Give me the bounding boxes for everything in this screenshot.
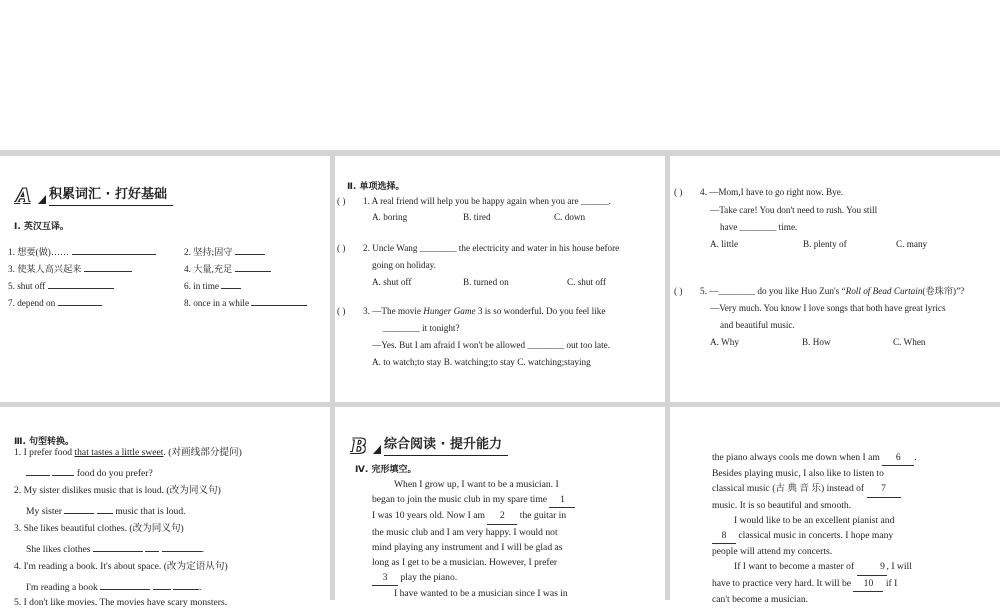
blank-9: 9 — [857, 559, 887, 575]
cloze-line: I have wanted to be a musician since I was in — [394, 588, 568, 600]
q3-stem: 3. —The movie Hunger Game 3 is so wonderful. Do you feel like — [363, 306, 606, 316]
part1-heading: Ⅰ. 英汉互译。 — [14, 222, 69, 232]
sentence-4-answer: I'm reading a book . — [26, 582, 202, 593]
cloze-line: I was 10 years old. Now I am 2 the guitar in — [372, 508, 610, 524]
q1-stem: 1. A real friend will help you be happy again when you are ______. — [363, 196, 611, 206]
q1-option-b: B. tired — [463, 212, 491, 222]
cloze-line: mind playing any instrument and I will be glad as — [372, 541, 563, 553]
cloze-line: the piano always cools me down when I am 6 . — [712, 450, 950, 466]
q3-stem-reply: —Yes. But I am afraid I won't be allowed ________ out too late. — [372, 340, 611, 350]
cloze-line: the music club and I am very happy. I would not — [372, 526, 558, 538]
part3-heading: Ⅲ. 句型转换。 — [14, 437, 75, 447]
q5-stem: 5. —________ do you like Huo Zun's “Roll of Bead Curtain(卷珠帘)”? — [700, 286, 965, 296]
q4-bracket: ( ) — [674, 187, 683, 197]
blank-3: 3 — [372, 570, 398, 586]
section-a-triangle-icon — [38, 195, 46, 204]
vocab-item: 6. in time — [184, 279, 241, 292]
cloze-line: classical music (古 典 音 乐) instead of 7 — [712, 481, 950, 497]
blank-8: 8 — [712, 528, 736, 544]
panel-multiple-choice-cont — [670, 156, 1000, 402]
sentence-2: 2. My sister dislikes music that is loud. (改为同义句) — [14, 485, 221, 496]
panel-multiple-choice — [335, 156, 665, 402]
q4-stem-cont: —Take care! You don't need to rush. You still — [710, 205, 878, 215]
part4-heading: Ⅳ. 完形填空。 — [355, 465, 417, 475]
cloze-passage-cont — [712, 450, 950, 607]
sentence-2-answer: My sister music that is loud. — [26, 506, 186, 517]
section-b-title: 综合阅读 · 提升能力 — [384, 437, 508, 456]
vocab-item: 8. once in a while — [184, 296, 307, 309]
q5-option-b: B. How — [802, 337, 831, 347]
cloze-passage — [372, 477, 610, 602]
blank-10: 10 — [853, 576, 883, 592]
cloze-line: When I grow up, I want to be a musician. I — [394, 479, 559, 490]
q4-option-b: B. plenty of — [803, 239, 847, 249]
blank-2: 2 — [487, 508, 517, 524]
panel-cloze-reading-cont — [670, 407, 1000, 605]
q5-stem-end: and beautiful music. — [720, 320, 795, 330]
cloze-line: 8 classical music in concerts. I hope many — [712, 528, 950, 544]
cloze-line: I would like to be an excellent pianist and — [734, 514, 895, 526]
cloze-line: began to join the music club in my spare time 1 — [372, 492, 610, 508]
cloze-line: Besides playing music, I also like to listen to — [712, 468, 884, 480]
vocab-item: 1. 想要(做)…… — [8, 245, 156, 258]
q1-bracket: ( ) — [337, 196, 346, 206]
cloze-line: can't become a musician. — [712, 593, 809, 605]
q4-stem-end: have ________ time. — [720, 222, 798, 232]
part2-heading: Ⅱ. 单项选择。 — [347, 182, 405, 192]
sentence-5: 5. I don't like movies. The movies have scary monsters. — [14, 597, 228, 608]
q2-option-b: B. turned on — [463, 277, 509, 287]
cloze-line: long as I get to be a musician. However, I prefer — [372, 557, 558, 569]
q3-options: A. to watch;to stay B. watching;to stay C. watching;staying — [372, 357, 591, 367]
vocab-item: 4. 大量,充足 — [184, 262, 271, 275]
q4-stem: 4. —Mom,I have to go right now. Bye. — [700, 187, 844, 197]
cloze-line: have to practice very hard. It will be 10 if I — [712, 576, 950, 592]
q1-option-a: A. boring — [372, 212, 408, 222]
panel-cloze-reading — [335, 407, 665, 600]
sentence-3-answer: She likes clothes . — [26, 544, 205, 555]
cloze-line: people will attend my concerts. — [712, 546, 833, 558]
sentence-1-answer: food do you prefer? — [26, 466, 153, 481]
q3-stem-cont: ________ it tonight? — [383, 323, 460, 333]
section-b-header — [351, 433, 508, 458]
panel-vocabulary — [0, 156, 330, 402]
section-a-letter: A — [16, 183, 31, 208]
vocab-item: 3. 使某人高兴起来 — [8, 262, 132, 275]
sentence-1: 1. I prefer food that tastes a little sweet. (对画线部分提问) — [14, 447, 242, 458]
q3-bracket: ( ) — [337, 306, 346, 316]
section-b-triangle-icon — [373, 445, 381, 454]
q2-stem-cont: going on holiday. — [372, 260, 436, 270]
q1-option-c: C. down — [554, 212, 586, 222]
q2-bracket: ( ) — [337, 243, 346, 253]
q2-option-c: C. shut off — [567, 277, 606, 287]
vocab-item: 5. shut off — [8, 279, 114, 292]
section-a-header — [16, 183, 173, 208]
q2-option-a: A. shut off — [372, 277, 412, 287]
cloze-line: 3 play the piano. — [372, 570, 610, 586]
q5-bracket: ( ) — [674, 286, 683, 296]
q5-stem-cont: —Very much. You know I love songs that both have great lyrics — [710, 303, 946, 313]
blank-7: 7 — [867, 481, 901, 497]
blank-6: 6 — [882, 450, 914, 466]
cloze-line: If I want to become a master of 9 , I will — [712, 559, 950, 575]
panel-sentence-transform — [0, 407, 330, 608]
sentence-4: 4. I'm reading a book. It's about space. (改为定语从句) — [14, 561, 228, 572]
section-b-letter: B — [351, 433, 366, 458]
q2-stem: 2. Uncle Wang ________ the electricity and water in his house before — [363, 243, 620, 253]
cloze-line: music. It is so beautiful and smooth. — [712, 499, 852, 511]
q5-option-c: C. When — [893, 337, 926, 347]
vocab-item: 2. 坚持;固守 — [184, 245, 265, 258]
vocab-item: 7. depend on — [8, 296, 102, 309]
q5-option-a: A. Why — [710, 337, 739, 347]
blank-1: 1 — [549, 492, 575, 508]
sentence-3: 3. She likes beautiful clothes. (改为同义句) — [14, 523, 184, 534]
q4-option-a: A. little — [710, 239, 739, 249]
section-a-title: 积累词汇 · 打好基础 — [49, 187, 173, 206]
q4-option-c: C. many — [896, 239, 928, 249]
